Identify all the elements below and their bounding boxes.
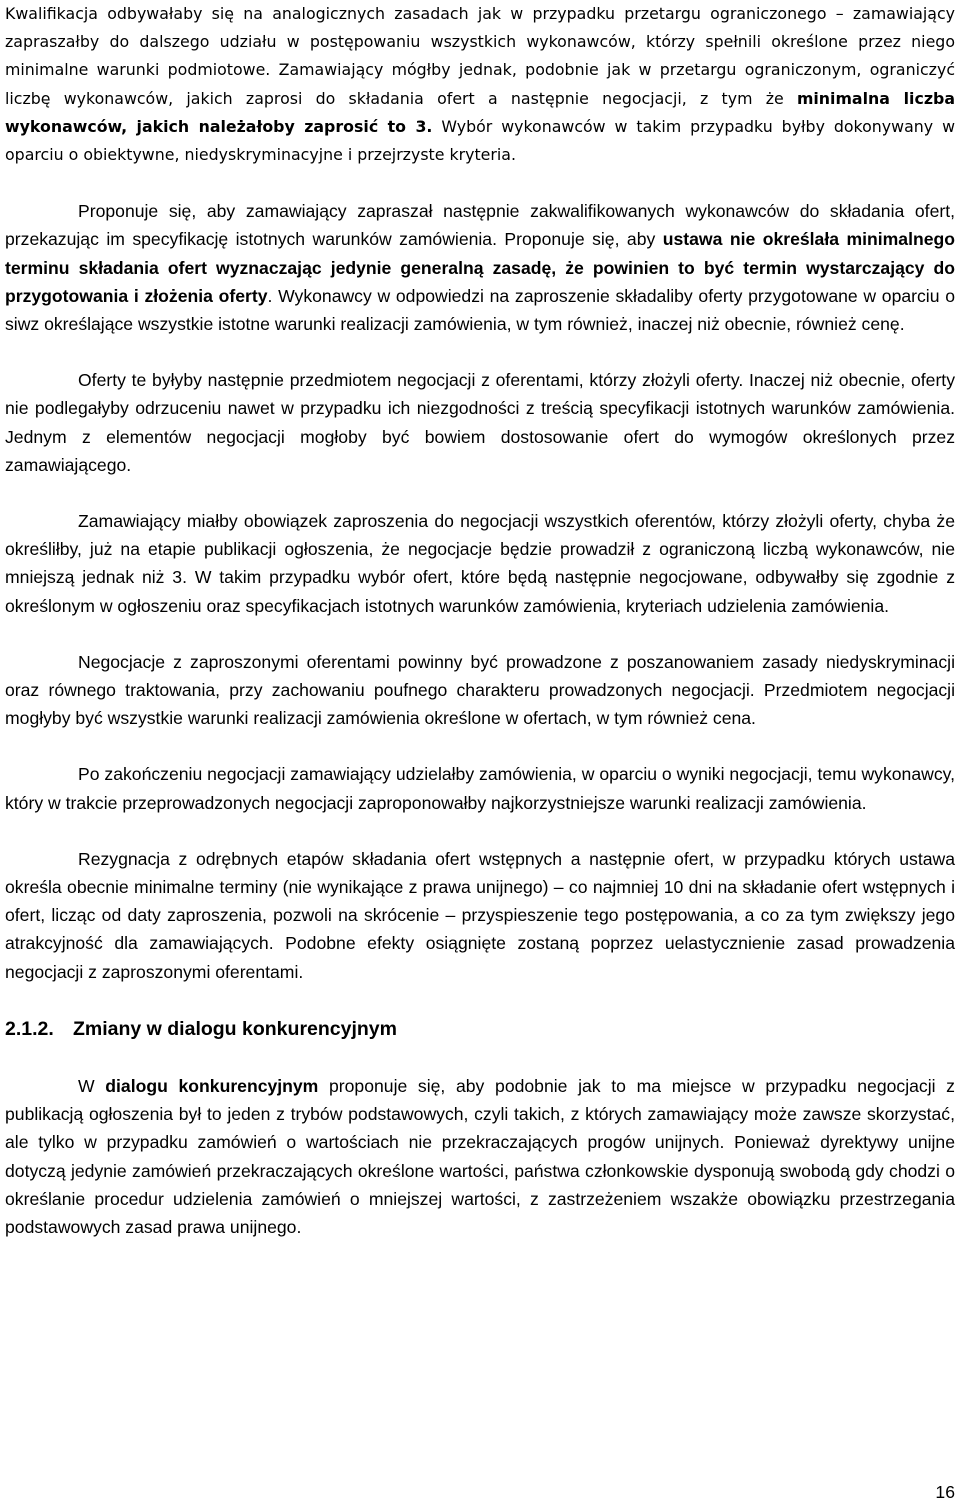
document-page bbox=[5, 0, 955, 1241]
paragraph-7 bbox=[5, 845, 955, 986]
paragraph-1-text-2: Wybór wykonawców w takim przypadku byłby dokonywany w oparciu o obiektywne, niedyskryminacyjne i przejrzyste kryteria. bbox=[5, 116, 955, 165]
paragraph-1-text-1: Kwalifikacja odbywałaby się na analogicznych zasadach jak w przypadku przetargu ograniczonego – zamawiający zapraszałby do dalszego udziału w postępowaniu wszystkich wykonawców, którzy spełnili określone przez niego minimalne warunki podmiotowe. Zamawiający mógłby jednak, podobnie jak w przetargu ograniczonym, ograniczyć liczbę wykonawców, jakich zaprosi do składania ofert a następnie negocjacji, z tym że bbox=[5, 4, 955, 108]
paragraph-6 bbox=[5, 760, 955, 816]
section-heading bbox=[5, 1015, 955, 1043]
paragraph-6-text-1: Po zakończeniu negocjacji zamawiający udzielałby zamówienia, w oparciu o wyniki negocjacji, temu wykonawcy, który w trakcie przeprowadzonych negocjacji zaproponowałby najkorzystniejsze warunki realizacji zamówienia. bbox=[5, 764, 955, 813]
paragraph-8-text-1: W bbox=[78, 1075, 106, 1096]
section-number: 2.1.2. bbox=[5, 1017, 54, 1040]
paragraph-4 bbox=[5, 507, 955, 620]
page-number: 16 bbox=[935, 1482, 955, 1502]
paragraph-5-text-1: Negocjacje z zaproszonymi oferentami powinny być prowadzone z poszanowaniem zasady niedyskryminacji oraz równego traktowania, przy zachowaniu poufnego charakteru prowadzonych negocjacji. Przedmiotem negocjacji mogłyby być wszystkie warunki realizacji zamówienia określone w ofertach, w tym również cena. bbox=[5, 651, 955, 729]
section-title: Zmiany w dialogu konkurencyjnym bbox=[73, 1017, 397, 1040]
paragraph-3-text-1: Oferty te byłyby następnie przedmiotem negocjacji z oferentami, którzy złożyli oferty. Inaczej niż obecnie, oferty nie podlegałyby odrzuceniu nawet w przypadku ich niezgodności z treścią specyfikacji istotnych warunków zamówienia. Jednym z elementów negocjacji mogłoby być bowiem dostosowanie ofert do wymogów określonych przez zamawiającego. bbox=[5, 370, 955, 475]
paragraph-2-text-1: Proponuje się, aby zamawiający zapraszał następnie zakwalifikowanych wykonawców do składania ofert, przekazując im specyfikację istotnych warunków zamówienia. Proponuje się, aby bbox=[5, 201, 955, 250]
paragraph-3 bbox=[5, 366, 955, 479]
paragraph-1-bold-1: minimalna liczba wykonawców, jakich należałoby zaprosić to 3. bbox=[5, 88, 955, 136]
paragraph-7-text-1: Rezygnacja z odrębnych etapów składania ofert wstępnych a następnie ofert, w przypadku których ustawa określa obecnie minimalne terminy (nie wynikające z prawa unijnego) – co najmniej 10 dni na składanie ofert wstępnych i ofert, licząc od daty zaproszenia, pozwoli na skrócenie – przyspieszenie tego postępowania, a co za tym zwiększy jego atrakcyjność dla zamawiających. Podobne efekty osiągnięte zostaną poprzez uelastycznienie zasad prowadzenia negocjacji z zaproszonymi oferentami. bbox=[5, 848, 955, 982]
paragraph-2-bold-1: ustawa nie określała minimalnego terminu składania ofert wyznaczając jedynie generalną zasadę, że powinien to być termin wystarczający do przygotowania i złożenia oferty bbox=[5, 229, 955, 306]
paragraph-8 bbox=[5, 1072, 955, 1241]
paragraph-5 bbox=[5, 648, 955, 733]
paragraph-4-text-1: Zamawiający miałby obowiązek zaproszenia do negocjacji wszystkich oferentów, którzy złożyli oferty, chyba że określiłby, już na etapie publikacji ogłoszenia, że negocjacje będzie prowadził z ograniczoną liczbą wykonawców, nie mniejszą jednak niż 3. W takim przypadku wybór ofert, które będą następnie negocjowane, odbywałby się zgodnie z określonym w ogłoszeniu oraz specyfikacjach istotnych warunków zamówienia, kryteriach udzielenia zamówienia. bbox=[5, 511, 955, 616]
paragraph-8-bold-1: dialogu konkurencyjnym bbox=[105, 1075, 319, 1096]
paragraph-2-text-2: . Wykonawcy w odpowiedzi na zaproszenie składaliby oferty przygotowane w oparciu o siwz określające wszystkie istotne warunki realizacji zamówienia, w tym również, inaczej niż obecnie, również cenę. bbox=[5, 285, 955, 335]
paragraph-2 bbox=[5, 197, 955, 338]
paragraph-1 bbox=[5, 0, 955, 169]
paragraph-8-text-2: proponuje się, aby podobnie jak to ma miejsce w przypadku negocjacji z publikacją ogłoszenia był to jeden z trybów podstawowych, czyli takich, z których zamawiający może zawsze skorzystać, ale tylko w przypadku zamówień o wartościach nie przekraczających progów unijnych. Ponieważ dyrektywy unijne dotyczą jedynie zamówień przekraczających określone wartości, państwa członkowskie dysponują swobodą gdy chodzi o określanie procedur udzielenia zamówień o mniejszej wartości, z zastrzeżeniem wszakże obowiązku przestrzegania podstawowych zasad prawa unijnego. bbox=[5, 1075, 955, 1237]
